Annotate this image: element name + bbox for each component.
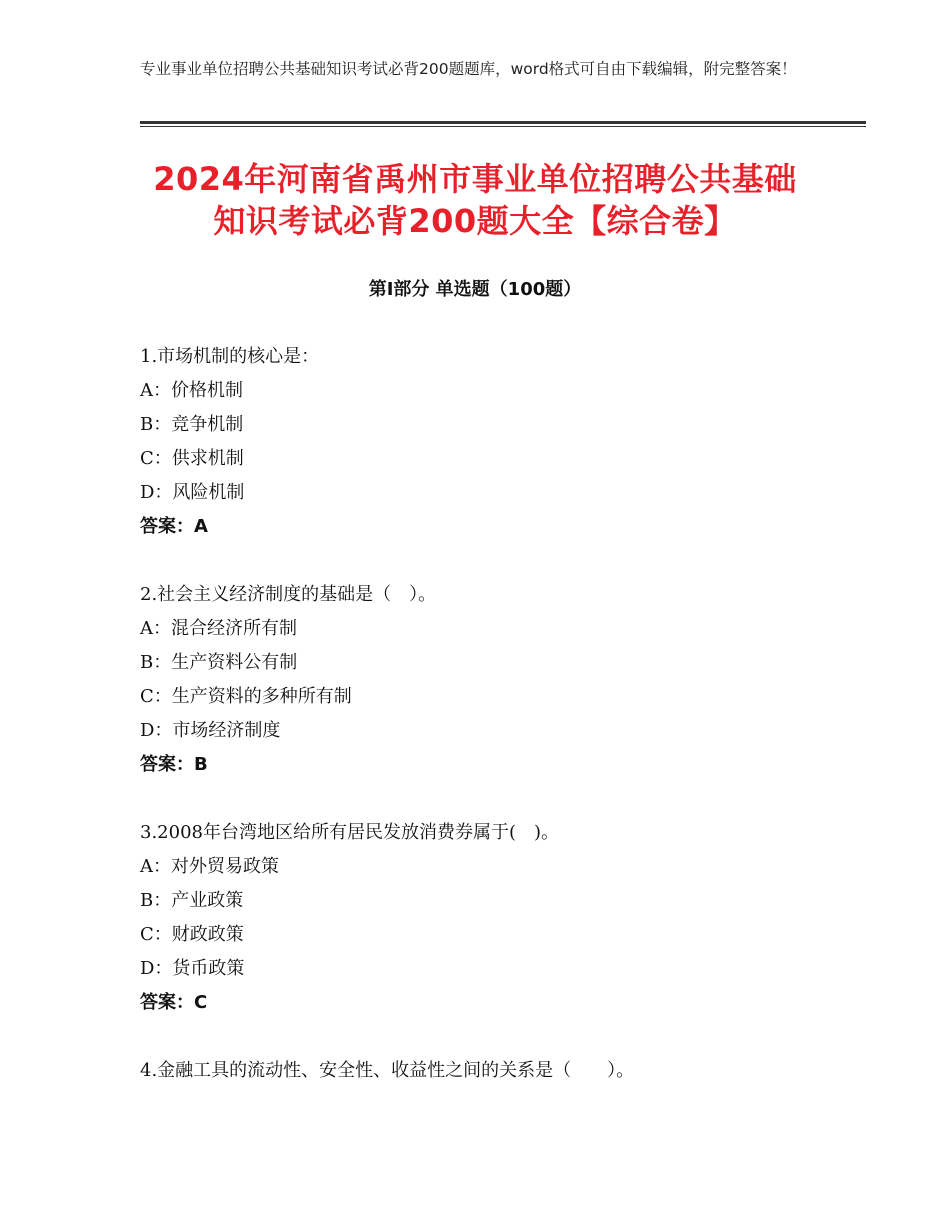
option-a: A：对外贸易政策 xyxy=(140,856,279,877)
question-2 xyxy=(140,578,860,782)
section-title: 第Ⅰ部分 单选题（100题） xyxy=(368,279,582,300)
option-d: D：市场经济制度 xyxy=(140,720,281,741)
question-stem: 1.市场机制的核心是： xyxy=(140,346,320,367)
option-c: C：供求机制 xyxy=(140,448,244,469)
answer: 答案：A xyxy=(140,516,208,537)
header-rule-thick xyxy=(140,121,866,124)
question-1 xyxy=(140,340,860,544)
option-c: C：生产资料的多种所有制 xyxy=(140,686,352,707)
option-b: B：生产资料公有制 xyxy=(140,652,298,673)
question-3 xyxy=(140,816,860,1020)
header-note: 专业事业单位招聘公共基础知识考试必背200题题库，word格式可自由下载编辑，附完整答案！ xyxy=(140,60,797,78)
title-line-1: 2024年河南省禹州市事业单位招聘公共基础 xyxy=(153,160,797,198)
option-d: D：货币政策 xyxy=(140,958,245,979)
header-rule-thin xyxy=(140,126,866,127)
question-list xyxy=(140,340,860,1122)
question-4 xyxy=(140,1054,860,1088)
answer: 答案：B xyxy=(140,754,208,775)
question-stem: 2.社会主义经济制度的基础是（ ）。 xyxy=(140,584,437,605)
option-a: A：价格机制 xyxy=(140,380,243,401)
document-title xyxy=(100,158,850,242)
answer: 答案：C xyxy=(140,992,208,1013)
option-b: B：产业政策 xyxy=(140,890,244,911)
question-stem: 4.金融工具的流动性、安全性、收益性之间的关系是（ ）。 xyxy=(140,1060,635,1081)
question-stem: 3.2008年台湾地区给所有居民发放消费券属于( )。 xyxy=(140,822,560,843)
option-a: A：混合经济所有制 xyxy=(140,618,297,639)
option-d: D：风险机制 xyxy=(140,482,245,503)
option-c: C：财政政策 xyxy=(140,924,244,945)
title-line-2: 知识考试必背200题大全【综合卷】 xyxy=(213,202,737,240)
option-b: B：竞争机制 xyxy=(140,414,244,435)
